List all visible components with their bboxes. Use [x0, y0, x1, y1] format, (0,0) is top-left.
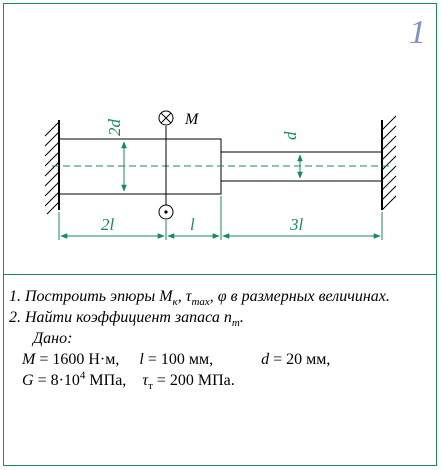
moment-cross-symbol	[159, 111, 173, 125]
task-2-prefix: 2. Найти коэффициент запаса	[9, 309, 224, 326]
problem-text	[9, 286, 428, 391]
dim-label-segment-middle: l	[190, 215, 195, 234]
task-1-symbol-tau: τ	[185, 288, 192, 305]
given-symbol-tau-sub: т	[148, 380, 153, 393]
given-symbol-g: G	[22, 372, 34, 389]
dim-label-large-diameter: 2d	[105, 119, 124, 136]
task-1-symbol-phi: φ	[217, 288, 227, 305]
task-2	[9, 307, 428, 328]
task-1-separator-2: ,	[209, 288, 218, 305]
task-1-suffix: в размерных величинах.	[226, 288, 390, 305]
task-1-symbol-m-sub: к	[172, 296, 178, 309]
given-value-m: = 1600 Н·м,	[35, 351, 140, 368]
given-symbol-m: M	[22, 351, 36, 368]
given-value-g-exponent: 4	[79, 369, 86, 382]
task-1-symbol-tau-sub: max	[191, 296, 210, 309]
given-symbol-l: l	[139, 351, 144, 368]
given-unit-g: МПа,	[85, 372, 143, 389]
given-title: Дано:	[33, 330, 73, 347]
given-line-2	[9, 370, 428, 391]
task-1-symbol-m: M	[159, 288, 173, 305]
task-1-prefix: 1. Построить эпюры	[9, 288, 160, 305]
task-2-suffix: .	[239, 309, 244, 326]
section-divider	[4, 274, 436, 275]
dim-label-segment-left: 2l	[101, 215, 115, 234]
given-symbol-d: d	[261, 351, 270, 368]
task-2-symbol-n: n	[223, 309, 232, 326]
given-value-l: = 100 мм,	[143, 351, 262, 368]
task-2-symbol-n-sub: т	[231, 317, 240, 330]
given-value-tau: = 200 МПа.	[152, 372, 235, 389]
dim-label-small-diameter: d	[281, 131, 300, 140]
problem-number: 1	[409, 14, 426, 51]
dim-label-segment-right: 3l	[290, 215, 304, 234]
given-symbol-tau: τ	[142, 372, 149, 389]
moment-dot-symbol	[159, 205, 173, 219]
right-wall-support	[382, 116, 396, 210]
left-wall-support	[45, 120, 59, 214]
given-line-1	[9, 349, 428, 370]
moment-label: M	[185, 111, 199, 128]
given-value-g: = 8·10	[33, 372, 80, 389]
task-1-separator: ,	[177, 288, 186, 305]
given-value-d: = 20 мм,	[269, 351, 331, 368]
task-1	[9, 286, 428, 307]
